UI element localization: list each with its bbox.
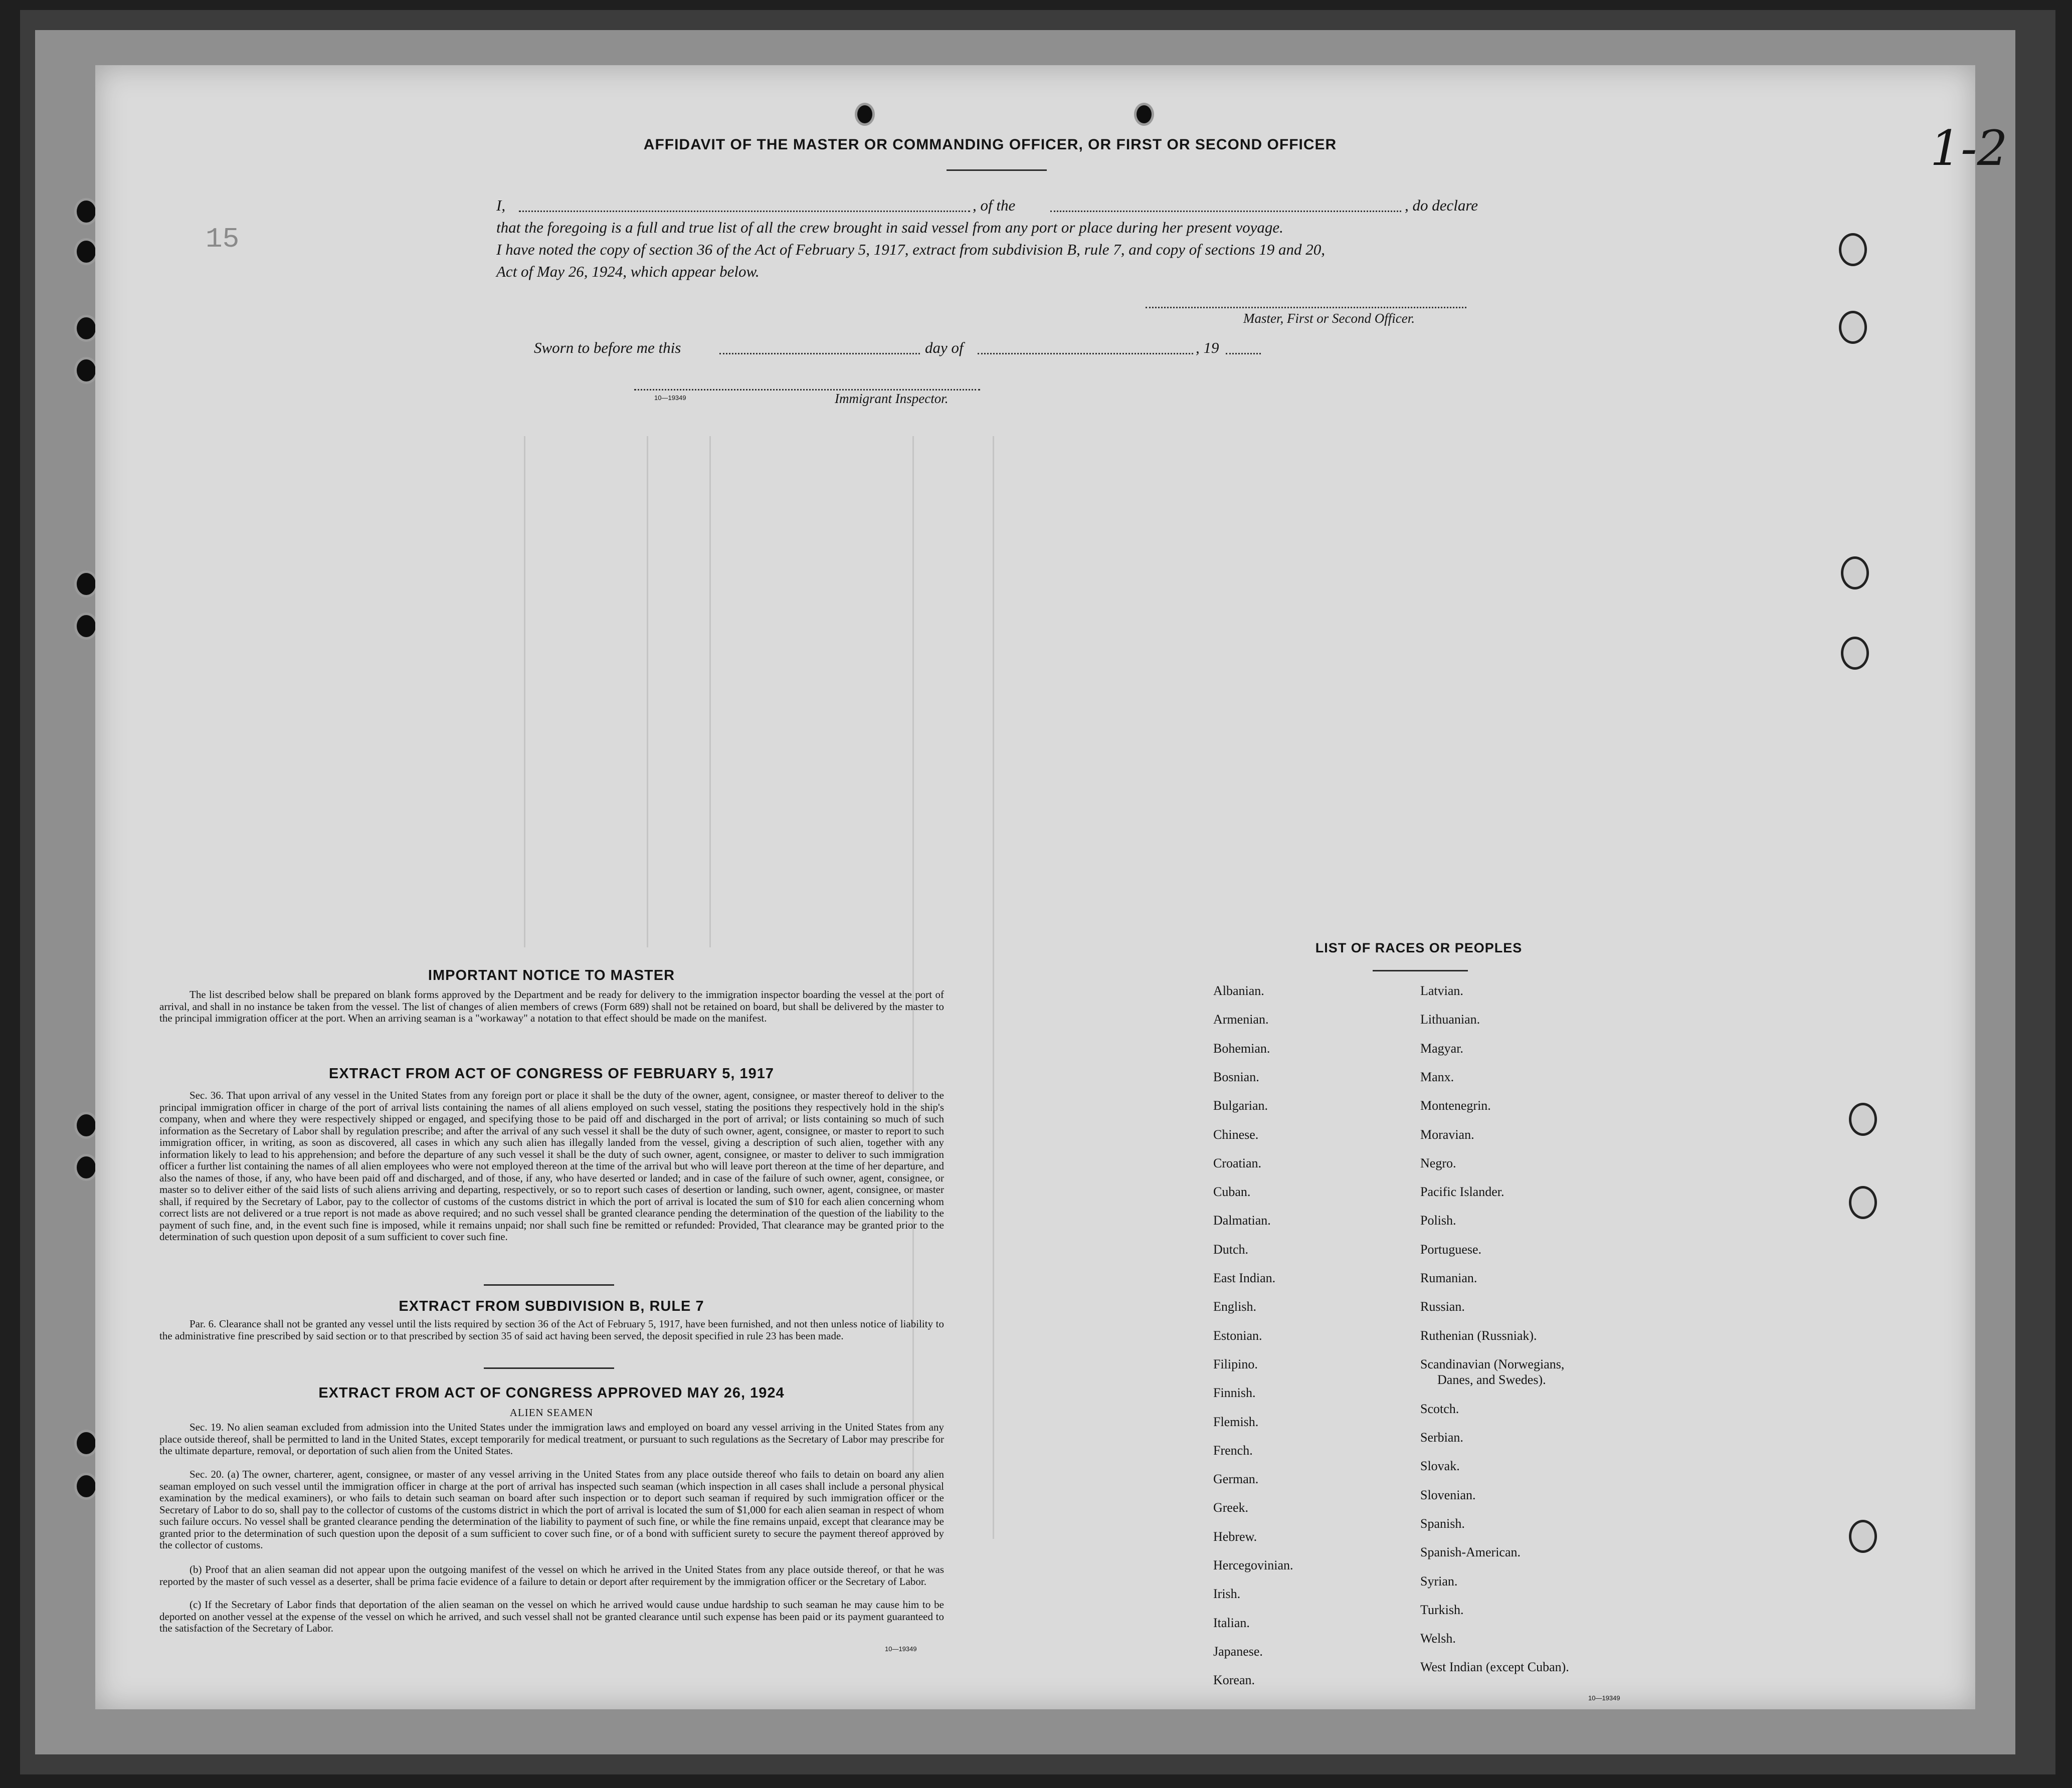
punch-hole <box>74 1154 98 1181</box>
punch-hole <box>1841 637 1869 670</box>
show-through-line <box>709 436 711 947</box>
show-through-line <box>993 436 994 1539</box>
race-item: German. <box>1213 1472 1259 1487</box>
rule7-title: EXTRACT FROM SUBDIVISION B, RULE 7 <box>399 1298 704 1314</box>
race-item: Croatian. <box>1213 1155 1262 1170</box>
affidavit-line-1-start: I, <box>496 196 506 214</box>
race-item: Manx. <box>1420 1069 1454 1084</box>
race-item: Negro. <box>1420 1155 1456 1170</box>
race-item: East Indian. <box>1213 1271 1276 1285</box>
signature-blank <box>1146 307 1466 308</box>
punch-hole <box>1839 233 1867 266</box>
races-title: LIST OF RACES OR PEOPLES <box>1315 940 1523 955</box>
inspector-label: Immigrant Inspector. <box>835 391 949 406</box>
alien-seamen-subtitle: ALIEN SEAMEN <box>509 1407 594 1419</box>
divider <box>484 1284 614 1286</box>
affidavit-line-1-mid: , of the <box>973 196 1016 214</box>
race-item: Bohemian. <box>1213 1041 1270 1056</box>
vessel-blank <box>1050 211 1401 212</box>
name-blank <box>519 211 970 212</box>
punch-hole <box>855 103 875 126</box>
race-item: Chinese. <box>1213 1127 1259 1142</box>
affidavit-line-4: Act of May 26, 1924, which appear below. <box>496 263 760 280</box>
ghost-page-number: 15 <box>206 223 240 255</box>
extract-1917-text: Sec. 36. That upon arrival of any vessel in the United States from any foreign port or place it shall be the duty of the owner, agent, consignee, or master thereof to deliver to the principal immigration officer in charge of the port of arrival lists containing the names of all aliens employed on such vessel, stating the positions they respectively hold in the ship's company, when and where they were respectively shipped or engaged, and specifying those to be paid off and discharged in the port of arrival; or lists containing so much of such information as the Secretary of Labor shall by regulation prescribe; and after the arrival of any such vessel it shall be the duty of such owner, agent, consignee, or master to report to such immigration officer, in writing, as soon as discovered, all cases in which any such alien has illegally landed from the vessel, giving a description of such alien, together with any information likely to lead to his apprehension; and before the departure of any such vessel it shall be the duty of such owner, agent, consignee, or master to deliver to such immigration officer a further list containing the names of all alien employees who were not employed thereon at the time of the arrival but who will leave port thereon at the time of her departure, and also the names of those, if any, who have been paid off and discharged, and of those, if any, who have deserted or landed; and in case of the failure of such owner, agent, consignee, or master so to deliver either of the said lists of such aliens arriving and departing, respectively, or so to report such cases of desertion or landing, such owner, agent, consignee, or master shall, if required by the Secretary of Labor, pay to the collector of customs of the customs district in which the port of arrival is located the sum of $10 for each alien concerning whom correct lists are not delivered or a true report is not made as above required; and no such vessel shall be granted clearance pending the determination of the question of the liability to the payment of such fine, and, in the event such fine is imposed, while it remains unpaid; nor shall such fine be remitted or refunded: Provided, That clearance may be granted prior to the determination of such question upon deposit of a sum sufficient to cover such fine. <box>159 1089 944 1243</box>
race-item: Korean. <box>1213 1673 1255 1688</box>
punch-hole <box>74 1430 98 1457</box>
race-item: Slovenian. <box>1420 1487 1476 1502</box>
race-item: Turkish. <box>1420 1602 1464 1617</box>
race-item: Scandinavian (Norwegians, <box>1420 1356 1565 1371</box>
punch-hole <box>74 357 98 384</box>
punch-hole <box>1839 311 1867 344</box>
month-blank <box>978 353 1193 354</box>
race-item: Spanish. <box>1420 1516 1465 1531</box>
race-item: Armenian. <box>1213 1012 1269 1027</box>
sec-20c-text: (c) If the Secretary of Labor finds that deportation of the alien seaman on the vessel on which he arrived would cause undue hardship to such seaman he may cause him to be deported on another vessel at the expense of the vessel on which he arrived, and such vessel shall not be granted clearance until such expense has been paid or its payment guaranteed to the satisfaction of the Secretary of Labor. <box>159 1599 944 1634</box>
divider <box>947 169 1047 171</box>
race-item: Ruthenian (Russniak). <box>1420 1328 1537 1343</box>
race-item: Hebrew. <box>1213 1529 1257 1544</box>
race-item: French. <box>1213 1443 1253 1458</box>
punch-hole <box>1849 1103 1877 1136</box>
race-item: Filipino. <box>1213 1356 1258 1371</box>
sworn-end: , 19 <box>1196 339 1219 356</box>
sworn-line <box>534 339 1286 359</box>
divider <box>1373 970 1468 971</box>
rule7-text: Par. 6. Clearance shall not be granted any vessel until the lists required by section 36 of the Act of February 5, 1917, have been furnished, and not then unless notice of liability to the administrative fine prescribed by said section or to that prescribed by section 35 of said act having been served, the deposit specified in rule 23 has been made. <box>159 1318 944 1342</box>
show-through-line <box>524 436 525 947</box>
race-item: Scotch. <box>1420 1401 1459 1416</box>
race-item: Latvian. <box>1420 983 1463 998</box>
punch-hole <box>1849 1520 1877 1553</box>
race-item: Montenegrin. <box>1420 1098 1491 1113</box>
affidavit-line-2: that the foregoing is a full and true list of all the crew brought in said vessel from any port or place during her present voyage. <box>496 219 1283 236</box>
manifest-page <box>95 65 1975 1709</box>
race-item: Flemish. <box>1213 1414 1259 1429</box>
sworn-mid: day of <box>925 339 964 356</box>
race-item: Estonian. <box>1213 1328 1262 1343</box>
sec-20b-text: (b) Proof that an alien seaman did not appear upon the outgoing manifest of the vessel on which he arrived in the United States from any place outside thereof, or that he was reported by the master of such vessel as a deserter, shall be prima facie evidence of a failure to detain or deport after requirement by the immigration officer or the Secretary of Labor. <box>159 1563 944 1587</box>
race-item: Rumanian. <box>1420 1271 1477 1285</box>
punch-hole <box>1849 1186 1877 1219</box>
race-item: Irish. <box>1213 1586 1241 1602</box>
race-item: Japanese. <box>1213 1644 1263 1659</box>
punch-hole <box>74 1112 98 1139</box>
day-blank <box>719 353 920 354</box>
race-item: Slovak. <box>1420 1459 1460 1474</box>
sec-19-text: Sec. 19. No alien seaman excluded from admission into the United States under the immigration laws and employed on board any vessel arriving in the United States from any place outside thereof, shall be permitted to land in the United States, except temporarily for medical treatment, or pursuant to such regulations as the Secretary of Labor may prescribe for the ultimate departure, removal, or deportation of such alien from the United States. <box>159 1421 944 1457</box>
race-item: Pacific Islander. <box>1420 1184 1504 1200</box>
form-number: 10—19349 <box>1588 1694 1620 1702</box>
inspector-blank <box>634 389 980 390</box>
race-item: Bosnian. <box>1213 1069 1259 1084</box>
race-item: Danes, and Swedes). <box>1437 1372 1546 1387</box>
punch-hole <box>74 198 98 225</box>
punch-hole <box>74 1473 98 1500</box>
race-item: Moravian. <box>1420 1127 1474 1142</box>
affidavit-line-1-end: , do declare <box>1405 196 1478 214</box>
punch-hole <box>74 613 98 640</box>
race-item: Hercegovinian. <box>1213 1558 1293 1572</box>
race-item: Polish. <box>1420 1213 1456 1228</box>
form-number: 10—19349 <box>885 1645 917 1653</box>
sworn-start: Sworn to before me this <box>534 339 681 356</box>
race-item: West Indian (except Cuban). <box>1420 1660 1569 1675</box>
race-item: Russian. <box>1420 1299 1465 1314</box>
notice-text: The list described below shall be prepared on blank forms approved by the Department and be ready for delivery to the immigration inspector boarding the vessel at the port of arrival, and shall in no instance be taken from the vessel. The list of changes of alien members of crews (Form 689) shall not be retained on board, but shall be delivered by the master to the principal immigration officer at the port. When an arriving seaman is a "workaway" a notation to that effect should be made on the manifest. <box>159 988 944 1024</box>
race-item: Bulgarian. <box>1213 1098 1268 1113</box>
race-item: Albanian. <box>1213 983 1264 998</box>
show-through-line <box>912 436 914 1539</box>
race-item: English. <box>1213 1299 1256 1314</box>
affidavit-title: AFFIDAVIT OF THE MASTER OR COMMANDING OFFICER, OR FIRST OR SECOND OFFICER <box>643 136 1337 153</box>
race-item: Portuguese. <box>1420 1242 1482 1257</box>
race-item: Lithuanian. <box>1420 1012 1480 1027</box>
affidavit-line-1 <box>496 196 1499 217</box>
year-blank <box>1226 353 1261 354</box>
punch-hole <box>1134 103 1154 126</box>
margin-note: 1-2 <box>1930 120 2008 176</box>
race-item: Greek. <box>1213 1500 1249 1515</box>
race-item: Italian. <box>1213 1615 1250 1630</box>
divider <box>484 1367 614 1369</box>
punch-hole <box>1841 556 1869 589</box>
race-item: Dutch. <box>1213 1242 1249 1257</box>
race-item: Cuban. <box>1213 1184 1251 1200</box>
sec-20a-text: Sec. 20. (a) The owner, charterer, agent, consignee, or master of any vessel arriving in the United States from any place outside thereof who fails to detain on board any alien seaman employed on such vessel until the immigration officer in charge at the port of arrival has inspected such seaman (which inspection in all cases shall include a personal physical examination by the medical examiners), or who fails to detain such seaman on board after such inspection or to deport such seaman if required by such immigration officer or the Secretary of Labor to do so, shall pay to the collector of customs of the customs district in which the port of arrival is located the sum of $1,000 for each alien seaman in respect of whom such failure occurs. No vessel shall be granted clearance pending the determination of the liability to payment of such fine, or while the fine remains unpaid, except that clearance may be granted prior to the determination of such question upon the deposit of a sum sufficient to cover such fine, or of a bond with sufficient surety to secure the payment thereof approved by the collector of customs. <box>159 1468 944 1551</box>
extract-1917-title: EXTRACT FROM ACT OF CONGRESS OF FEBRUARY 5, 1917 <box>328 1066 775 1082</box>
race-item: Serbian. <box>1420 1430 1463 1445</box>
punch-hole <box>74 238 98 265</box>
punch-hole <box>74 315 98 342</box>
race-item: Dalmatian. <box>1213 1213 1271 1228</box>
affidavit-line-3: I have noted the copy of section 36 of the Act of February 5, 1917, extract from subdivision B, rule 7, and copy of sections 19 and 20, <box>496 241 1326 258</box>
race-item: Welsh. <box>1420 1631 1456 1646</box>
extract-1924-title: EXTRACT FROM ACT OF CONGRESS APPROVED MAY 26, 1924 <box>318 1385 785 1401</box>
race-item: Spanish-American. <box>1420 1545 1521 1560</box>
punch-hole <box>74 570 98 598</box>
race-item: Finnish. <box>1213 1385 1256 1401</box>
show-through-line <box>647 436 648 947</box>
signature-label: Master, First or Second Officer. <box>1243 311 1415 326</box>
notice-title: IMPORTANT NOTICE TO MASTER <box>428 967 675 983</box>
form-number: 10—19349 <box>654 394 686 402</box>
race-item: Magyar. <box>1420 1041 1463 1056</box>
race-item: Syrian. <box>1420 1573 1458 1588</box>
